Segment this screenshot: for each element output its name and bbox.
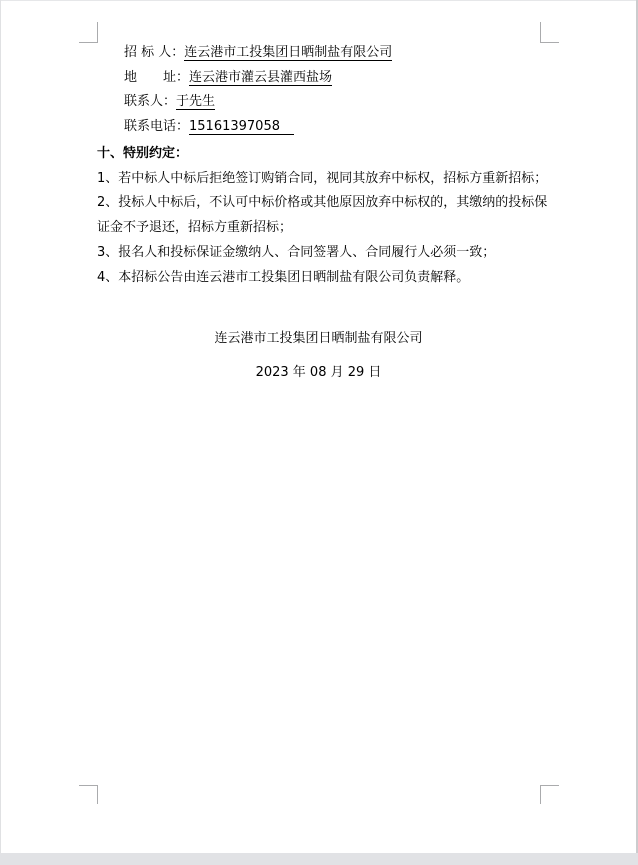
tenderee-label: 招 标 人：: [124, 45, 185, 60]
phone-value-underlined: 15161397058: [189, 119, 294, 135]
crop-mark-bottom-left-horizontal: [79, 785, 98, 786]
contact-line-tenderee: [97, 41, 557, 66]
app-background-strip: [0, 853, 638, 865]
phone-label: 联系电话：: [124, 119, 190, 135]
tenderee-value-underlined: 连云港市工投集团日晒制盐有限公司: [184, 45, 393, 60]
crop-mark-bottom-right-horizontal: [540, 785, 559, 786]
page-top-edge: [0, 0, 638, 1]
contact-line-phone: [97, 115, 557, 140]
signature-date: 2023 年 08 月 29 日: [255, 364, 382, 380]
contact-person-label: 联系人：: [124, 94, 177, 110]
signature-block: [97, 327, 540, 385]
crop-mark-top-left-horizontal: [79, 42, 98, 43]
clause-line-3: 3、报名人和投标保证金缴纳人、合同签署人、合同履行人必须一致；: [97, 244, 496, 260]
contact-block: [97, 41, 557, 140]
contact-person-value-underlined: 于先生: [176, 94, 216, 110]
address-value-underlined: 连云港市灌云县灌西盐场: [189, 69, 333, 85]
special-terms-heading: 十、特别约定：: [97, 146, 189, 161]
crop-mark-top-right-vertical: [540, 22, 541, 42]
page-left-edge: [0, 0, 1, 853]
address-label: 地 址：: [124, 69, 190, 85]
clause-line-1: 1、若中标人中标后拒绝签订购销合同，视同其放弃中标权，招标方重新招标；: [97, 170, 548, 186]
crop-mark-bottom-right-vertical: [540, 785, 541, 804]
special-terms-section: [97, 142, 557, 290]
contact-line-address: [97, 66, 557, 91]
clause-line-4: 4、本招标公告由连云港市工投集团日晒制盐有限公司负责解释。: [97, 269, 470, 285]
clause-line-2a: 2、投标人中标后，不认可中标价格或其他原因放弃中标权的，其缴纳的投标保: [97, 195, 548, 211]
contact-line-person: [97, 90, 557, 115]
signature-company: 连云港市工投集团日晒制盐有限公司: [214, 331, 423, 346]
crop-mark-bottom-left-vertical: [97, 785, 98, 804]
crop-mark-top-left-vertical: [97, 22, 98, 42]
clause-line-2b: 证金不予退还，招标方重新招标；: [97, 220, 293, 236]
